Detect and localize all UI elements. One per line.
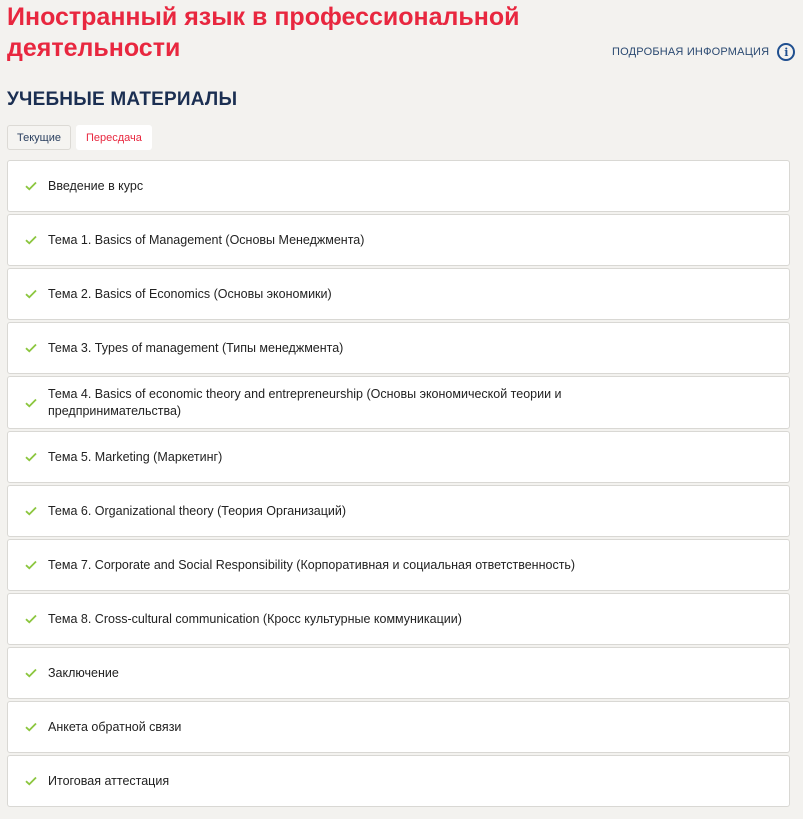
list-item-final-assessment[interactable] <box>7 755 790 807</box>
list-item-topic-2[interactable] <box>7 268 790 320</box>
tab-retake[interactable]: Пересдача <box>76 125 152 150</box>
more-info-link[interactable] <box>612 42 795 62</box>
course-title: Иностранный язык в профессиональной деятельности <box>7 3 520 62</box>
list-item-label: Тема 6. Organizational theory (Теория Организаций) <box>48 503 347 518</box>
material-tabs <box>7 125 152 150</box>
check-icon <box>25 235 37 245</box>
list-item-label: Анкета обратной связи <box>48 719 182 734</box>
section-title: УЧЕБНЫЕ МАТЕРИАЛЫ <box>7 89 238 110</box>
check-icon <box>25 614 37 624</box>
check-icon <box>25 289 37 299</box>
check-icon <box>25 398 37 408</box>
list-item-label: Тема 7. Corporate and Social Responsibility (Корпоративная и социальная ответственность) <box>48 557 576 572</box>
check-icon <box>25 181 37 191</box>
list-item-label: Заключение <box>48 665 119 680</box>
list-item-label: Тема 1. Basics of Management (Основы Менеджмента) <box>48 232 365 247</box>
tab-current[interactable]: Текущие <box>7 125 71 150</box>
list-item-intro[interactable] <box>7 160 790 212</box>
list-item-topic-7[interactable] <box>7 539 790 591</box>
check-icon <box>25 668 37 678</box>
list-item-topic-3[interactable] <box>7 322 790 374</box>
list-item-label: Тема 2. Basics of Economics (Основы экономики) <box>48 286 332 301</box>
check-icon <box>25 452 37 462</box>
more-info-label: ПОДРОБНАЯ ИНФОРМАЦИЯ <box>612 46 770 58</box>
list-item-topic-8[interactable] <box>7 593 790 645</box>
list-item-topic-1[interactable] <box>7 214 790 266</box>
list-item-topic-4[interactable] <box>7 376 790 429</box>
list-item-label: Тема 4. Basics of economic theory and entrepreneurship (Основы экономической теории и предпринимательства) <box>48 386 562 418</box>
check-icon <box>25 560 37 570</box>
check-icon <box>25 343 37 353</box>
check-icon <box>25 776 37 786</box>
list-item-feedback[interactable] <box>7 701 790 753</box>
check-icon <box>25 722 37 732</box>
list-item-conclusion[interactable] <box>7 647 790 699</box>
list-item-topic-5[interactable] <box>7 431 790 483</box>
list-item-label: Тема 5. Marketing (Маркетинг) <box>48 449 223 464</box>
list-item-label: Тема 3. Types of management (Типы менеджмента) <box>48 340 344 355</box>
list-item-topic-6[interactable] <box>7 485 790 537</box>
list-item-label: Введение в курс <box>48 178 144 193</box>
list-item-label: Итоговая аттестация <box>48 773 170 788</box>
check-icon <box>25 506 37 516</box>
list-item-label: Тема 8. Cross-cultural communication (Кросс культурные коммуникации) <box>48 611 462 626</box>
info-circle-icon[interactable]: i <box>777 43 795 61</box>
